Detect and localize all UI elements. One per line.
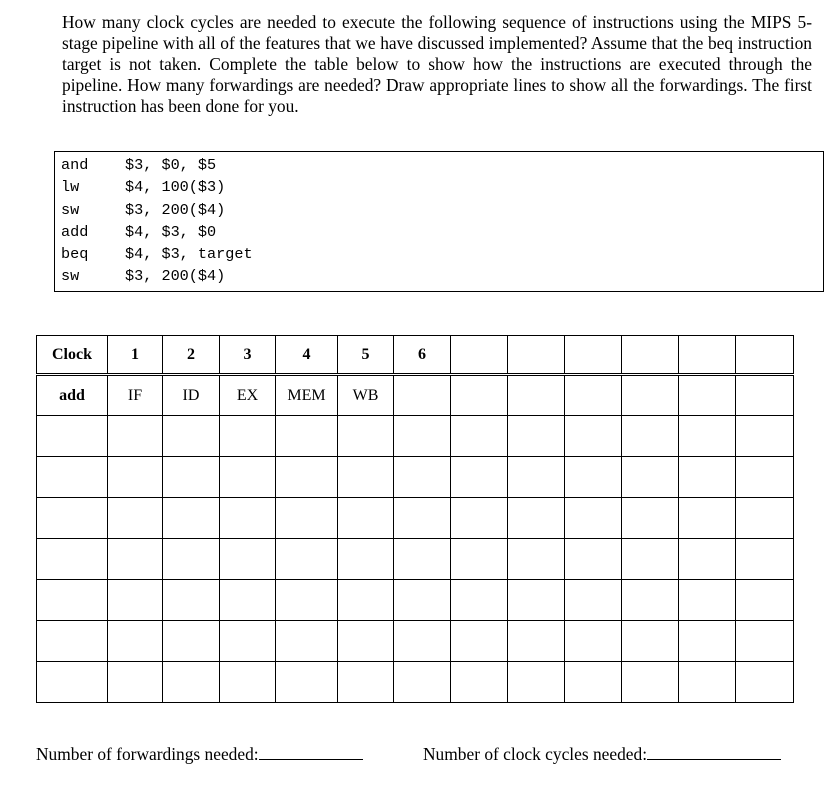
table-cell[interactable] [394,457,451,498]
table-cell[interactable] [508,375,565,416]
header-cell [736,336,794,375]
table-cell[interactable] [736,375,794,416]
table-cell[interactable] [220,580,276,621]
table-cell[interactable] [451,498,508,539]
code-listing [54,151,824,292]
table-cell[interactable]: ID [163,375,220,416]
table-cell[interactable] [276,498,338,539]
code-operands: $4, $3, $0 [125,222,217,241]
table-cell[interactable] [338,580,394,621]
code-operands: $3, 200($4) [125,200,226,219]
table-cell[interactable] [508,416,565,457]
table-cell[interactable]: MEM [276,375,338,416]
table-cell[interactable] [736,539,794,580]
table-cell[interactable] [37,621,108,662]
code-operands: $3, $0, $5 [125,156,217,174]
table-cell[interactable] [37,662,108,703]
table-cell[interactable] [220,498,276,539]
table-cell[interactable] [108,662,163,703]
table-cell[interactable] [565,621,622,662]
table-cell[interactable] [508,580,565,621]
code-opcode: lw [61,178,80,197]
code-opcode: sw [61,200,80,219]
table-cell[interactable] [451,375,508,416]
table-cell[interactable] [108,539,163,580]
table-cell[interactable]: IF [108,375,163,416]
table-cell[interactable] [108,498,163,539]
table-cell[interactable] [736,621,794,662]
code-line [55,221,823,243]
table-cell[interactable] [276,416,338,457]
table-row [37,416,794,457]
header-cell: 4 [276,336,338,375]
table-cell[interactable] [338,457,394,498]
header-cell [508,336,565,375]
table-cell[interactable] [37,539,108,580]
table-row [37,498,794,539]
table-row [37,457,794,498]
table-cell[interactable] [736,580,794,621]
cycles-blank[interactable] [647,745,781,760]
table-cell[interactable] [451,539,508,580]
pipeline-table [36,335,794,703]
table-cell[interactable] [565,416,622,457]
table-cell[interactable] [37,498,108,539]
table-cell[interactable] [565,662,622,703]
table-row [37,662,794,703]
table-cell[interactable] [508,621,565,662]
table-cell[interactable] [508,457,565,498]
table-cell[interactable] [508,498,565,539]
code-opcode: beq [61,245,89,264]
table-cell[interactable] [451,457,508,498]
table-cell[interactable] [108,580,163,621]
table-cell[interactable] [220,539,276,580]
table-cell[interactable] [220,662,276,703]
table-cell[interactable] [220,416,276,457]
table-cell[interactable] [338,539,394,580]
table-cell[interactable] [622,457,679,498]
table-header-row [37,336,794,375]
table-cell[interactable] [163,498,220,539]
table-cell[interactable] [394,416,451,457]
table-cell[interactable] [679,416,736,457]
table-cell[interactable] [338,621,394,662]
table-cell[interactable] [276,580,338,621]
forwardings-answer [36,744,363,765]
table-cell[interactable] [622,662,679,703]
table-cell[interactable] [394,539,451,580]
table-cell[interactable] [565,498,622,539]
table-cell[interactable] [276,621,338,662]
table-cell[interactable] [338,416,394,457]
table-cell[interactable] [622,416,679,457]
table-cell[interactable] [679,457,736,498]
table-cell[interactable] [565,539,622,580]
header-cell: 1 [108,336,163,375]
cycles-answer [423,744,781,765]
header-cell: 2 [163,336,220,375]
table-row [37,375,794,416]
table-cell[interactable] [679,621,736,662]
table-cell[interactable] [37,416,108,457]
table-row [37,621,794,662]
table-cell[interactable] [679,580,736,621]
header-cell [679,336,736,375]
table-cell[interactable] [37,457,108,498]
table-cell[interactable] [394,621,451,662]
table-cell[interactable] [108,416,163,457]
header-cell [622,336,679,375]
table-cell[interactable] [220,457,276,498]
table-cell[interactable] [679,662,736,703]
table-cell[interactable] [276,457,338,498]
table-cell[interactable] [163,457,220,498]
header-cell: Clock [37,336,108,375]
table-cell[interactable] [565,375,622,416]
table-row [37,580,794,621]
table-cell[interactable] [163,539,220,580]
table-cell[interactable] [622,580,679,621]
table-cell[interactable] [622,539,679,580]
table-cell[interactable] [451,580,508,621]
table-cell[interactable] [736,457,794,498]
table-cell[interactable]: EX [220,375,276,416]
table-cell[interactable] [276,662,338,703]
table-cell[interactable] [508,539,565,580]
table-cell[interactable] [679,375,736,416]
table-cell[interactable] [679,498,736,539]
table-cell[interactable] [163,662,220,703]
table-cell[interactable] [451,416,508,457]
table-cell[interactable] [565,457,622,498]
table-cell[interactable] [679,539,736,580]
table-cell[interactable] [508,662,565,703]
code-opcode: add [61,222,89,241]
table-cell[interactable] [622,621,679,662]
code-operands: $4, 100($3) [125,178,226,197]
forwardings-label: Number of forwardings needed: [36,744,259,764]
table-cell[interactable] [736,416,794,457]
table-cell[interactable] [565,580,622,621]
code-operands: $3, 200($4) [125,267,226,286]
table-cell[interactable] [451,621,508,662]
table-cell[interactable] [220,621,276,662]
table-cell[interactable] [622,375,679,416]
table-row [37,539,794,580]
table-cell[interactable] [108,621,163,662]
table-cell[interactable]: add [37,375,108,416]
header-cell [451,336,508,375]
code-opcode: and [61,156,89,174]
code-line [55,243,823,265]
table-cell[interactable] [622,498,679,539]
header-cell: 3 [220,336,276,375]
table-cell[interactable] [338,498,394,539]
table-cell[interactable] [163,621,220,662]
code-operands: $4, $3, target [125,245,253,264]
table-cell[interactable] [37,580,108,621]
code-line [55,265,823,287]
header-cell [565,336,622,375]
table-cell[interactable] [736,662,794,703]
table-cell[interactable] [394,580,451,621]
cycles-label: Number of clock cycles needed: [423,744,648,764]
table-cell[interactable] [276,539,338,580]
table-cell[interactable] [163,580,220,621]
code-line [55,176,823,198]
table-cell[interactable] [451,662,508,703]
forwardings-blank[interactable] [259,745,363,760]
table-cell[interactable] [394,375,451,416]
code-line [55,199,823,221]
question-text: How many clock cycles are needed to execute the following sequence of instructions using the MIPS 5-stage pipeline with all of the features that we have discussed implemented? Assume that the beq instruction target is not taken. Complete the table below to show how the instructions are executed through the pipeline. How many forwardings are needed? Draw appropriate lines to show all the forwardings. The first instruction has been done for you. [62,12,812,116]
table-cell[interactable] [736,498,794,539]
table-cell[interactable] [108,457,163,498]
table-cell[interactable] [163,416,220,457]
code-line [55,154,823,176]
table-cell[interactable] [338,662,394,703]
header-cell: 6 [394,336,451,375]
table-cell[interactable] [394,498,451,539]
header-cell: 5 [338,336,394,375]
table-cell[interactable] [394,662,451,703]
code-opcode: sw [61,267,80,286]
table-cell[interactable]: WB [338,375,394,416]
